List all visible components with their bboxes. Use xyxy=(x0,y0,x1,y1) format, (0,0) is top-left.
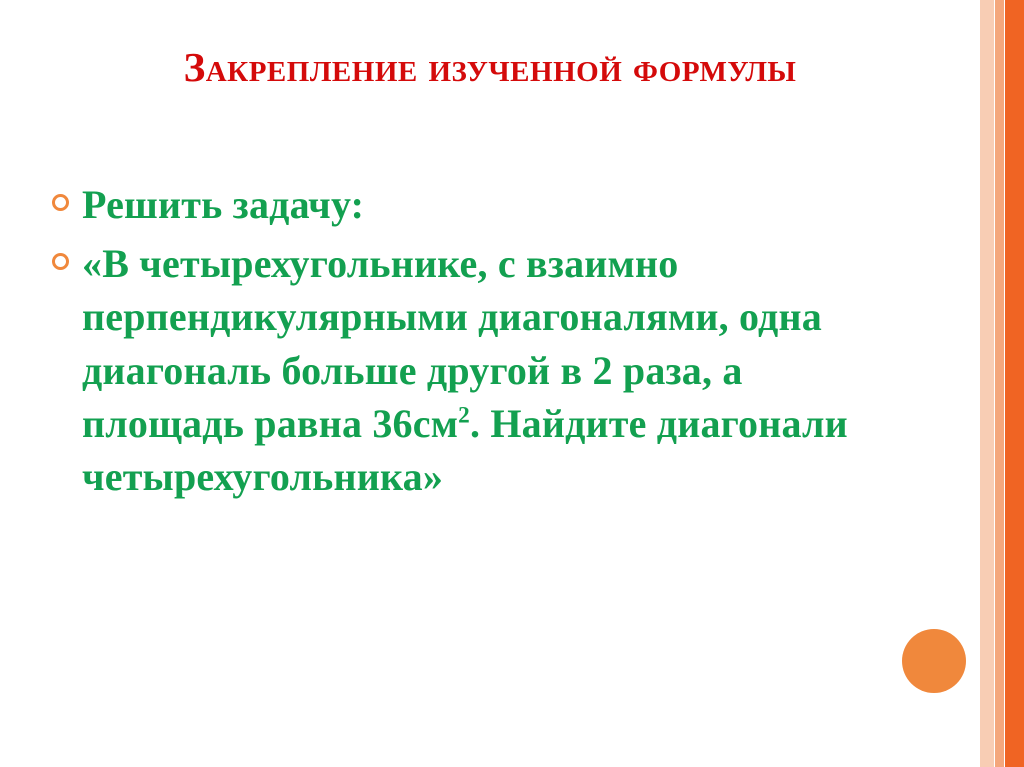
decorative-stripe-light xyxy=(980,0,994,767)
superscript-exponent: 2 xyxy=(458,402,470,429)
problem-text-part-1: «В четырехугольнике, с взаимно перпендикулярными диагоналями, одна диагональ больше другой в 2 раза, а площадь равна 36см xyxy=(82,241,822,446)
decorative-stripe-dark xyxy=(1005,0,1024,767)
decorative-circle xyxy=(902,629,966,693)
problem-text-part-2: . Найдите диагонали четырехугольника» xyxy=(82,400,848,499)
list-item-label xyxy=(82,237,882,503)
list-item-label: Решить задачу: xyxy=(82,182,365,227)
open-circle-bullet-icon xyxy=(52,253,69,270)
decorative-stripe-mid xyxy=(995,0,1004,767)
slide-title: Закрепление изученной формулы xyxy=(183,44,797,90)
open-circle-bullet-icon xyxy=(52,194,69,211)
list-item xyxy=(52,178,882,231)
list-item xyxy=(52,237,882,503)
content-list xyxy=(52,178,882,509)
